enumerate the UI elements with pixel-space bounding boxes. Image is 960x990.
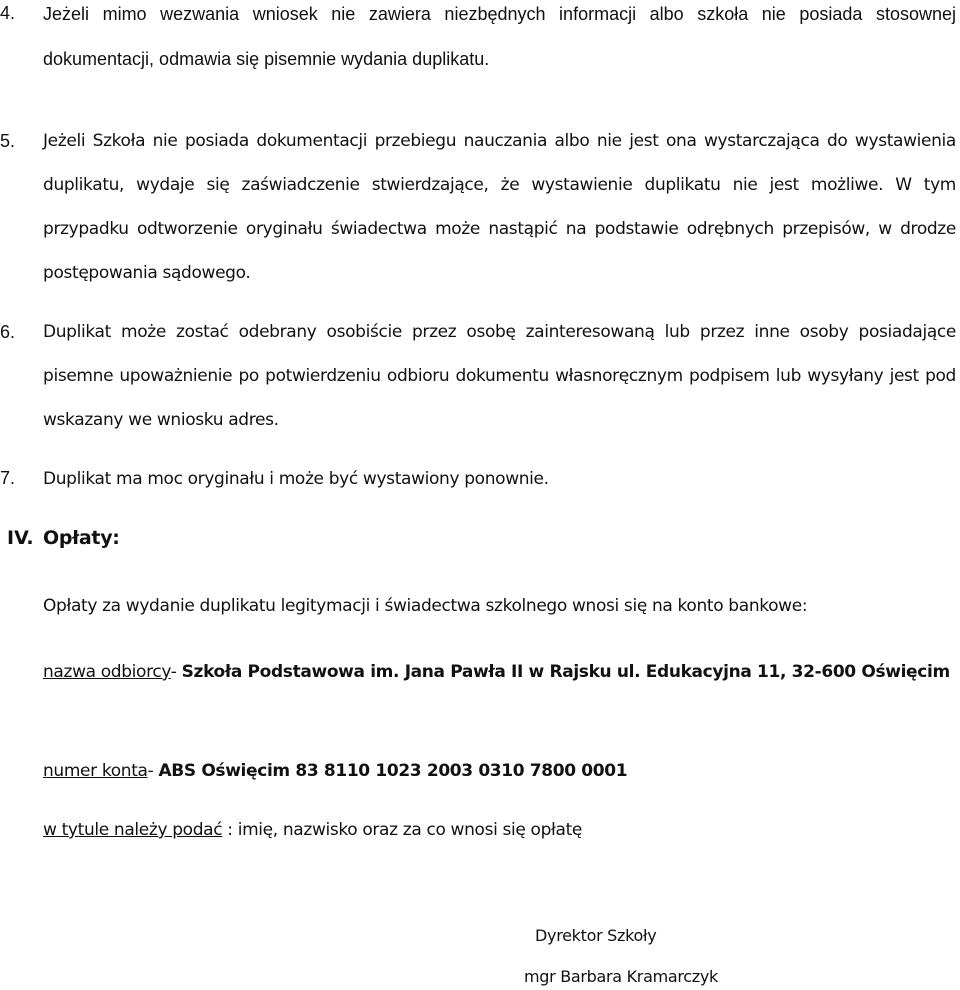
item-number: 7.: [0, 468, 16, 488]
recipient-label: nazwa odbiorcy: [43, 662, 171, 682]
signature-name: mgr Barbara Kramarczyk: [524, 967, 719, 986]
account-line: numer konta- ABS Oświęcim 83 8110 1023 2003 0310 7800 0001: [43, 761, 628, 781]
section-title: Opłaty:: [43, 527, 120, 549]
fees-intro: Opłaty za wydanie duplikatu legitymacji i świadectwa szkolnego wnosi się na konto bankowe:: [43, 596, 808, 616]
account-label: numer konta: [43, 761, 148, 781]
payment-title-value: : imię, nazwisko oraz za co wnosi się opłatę: [222, 820, 583, 840]
item-number: 6.: [0, 322, 16, 342]
account-value: ABS Oświęcim 83 8110 1023 2003 0310 7800 0001: [158, 761, 628, 781]
section-number: IV.: [7, 527, 34, 549]
item-text: Duplikat ma moc oryginału i może być wystawiony ponownie.: [43, 469, 549, 489]
item-text: Jeżeli mimo wezwania wniosek nie zawiera niezbędnych informacji albo szkoła nie posiada stosownej dokumentacji, odmawia się pisemnie wydania duplikatu.: [43, 4, 956, 69]
item-text: Duplikat może zostać odebrany osobiście przez osobę zainteresowaną lub przez inne osoby posiadające pisemne upoważnienie po potwierdzeniu odbioru dokumentu własnoręcznym podpisem lub wysyłany jest pod wskazany we wniosku adres.: [43, 322, 956, 430]
signature-role: Dyrektor Szkoły: [535, 926, 657, 945]
item-number: 4.: [0, 3, 16, 23]
recipient-value: Szkoła Podstawowa im. Jana Pawła II w Rajsku ul. Edukacyjna 11, 32-600 Oświęcim: [181, 662, 950, 682]
payment-title-label: w tytule należy podać: [43, 820, 223, 840]
payment-title-line: [43, 820, 582, 840]
item-number: 5.: [0, 131, 16, 151]
recipient-line: nazwa odbiorcy- Szkoła Podstawowa im. Jana Pawła II w Rajsku ul. Edukacyjna 11, 32-600 Oświęcim: [43, 662, 950, 682]
item-text-part-1: Jeżeli Szkoła nie posiada dokumentacji przebiegu nauczania albo nie jest ona wystarczająca do wystawienia duplikatu, wydaje się zaświadczenie stwierdzające, że wystawienie duplikatu nie jest możliwe. W tym przypadku odtworzenie oryginału świadectwa może nastąpić na podstawie odrębnych przepisów, w drodze postępowania sądowego.: [43, 131, 956, 283]
